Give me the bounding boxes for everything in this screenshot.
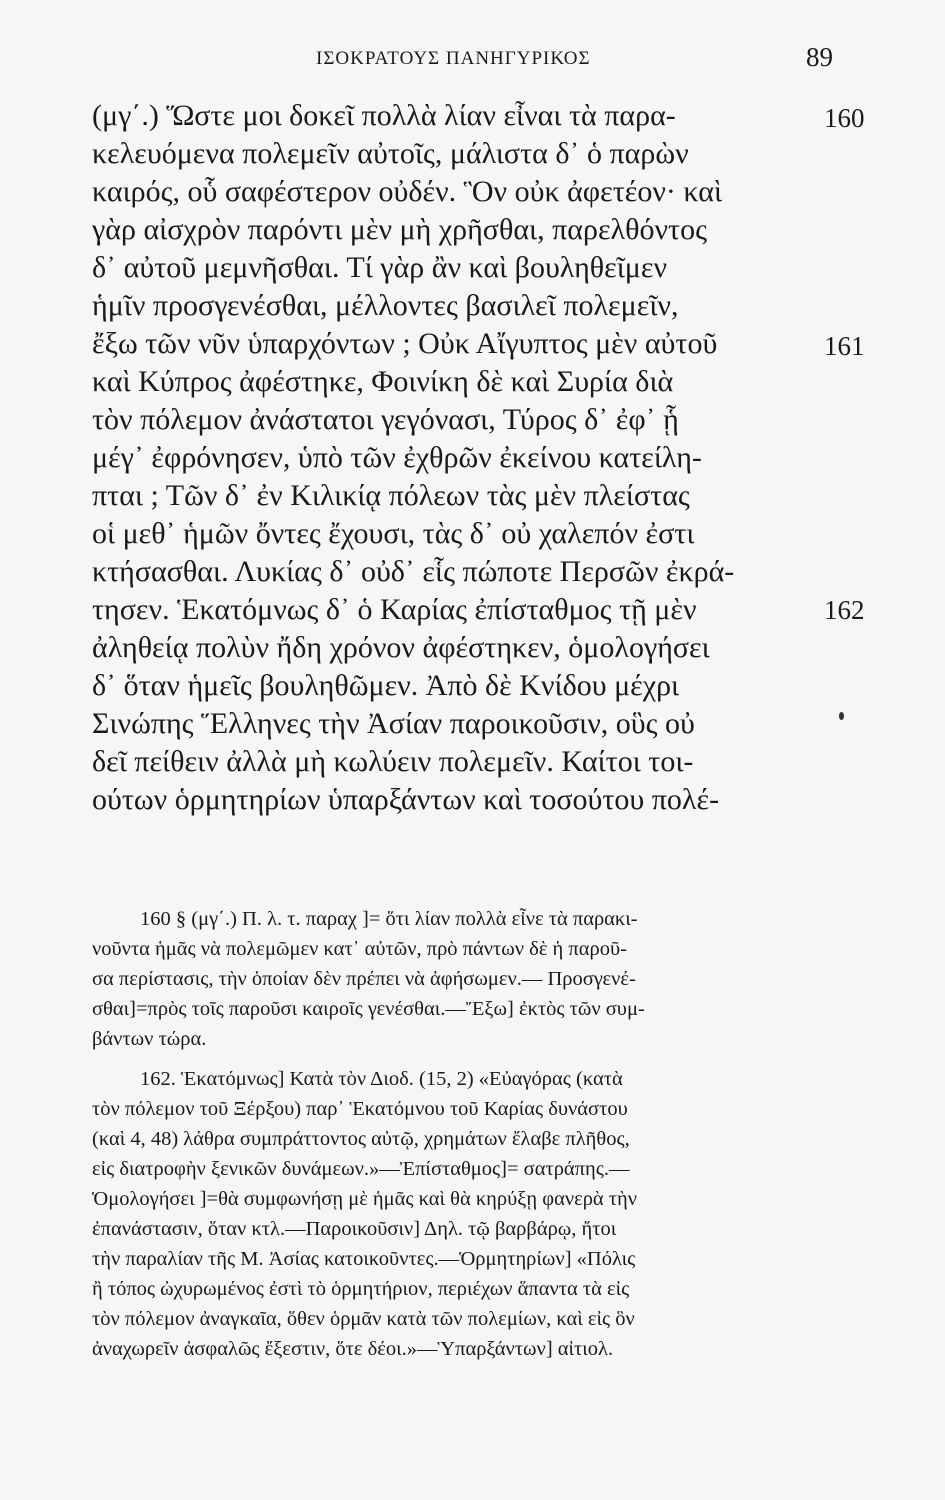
- text-line: τησεν. Ἑκατόμνως δ᾽ ὁ Καρίας ἐπίσταθμος τῇ μὲν: [92, 593, 697, 626]
- text-line: τὸν πόλεμον ἀνάστατοι γεγόνασι, Τύρος δ᾽ ἐφ᾽ ᾗ: [92, 403, 679, 436]
- text-line: μέγ᾽ ἐφρόνησεν, ὑπὸ τῶν ἐχθρῶν ἐκείνου κατείλη-: [92, 441, 702, 474]
- text-line: ούτων ὁρμητηρίων ὑπαρξάντων καὶ τοσούτου πολέ-: [92, 783, 720, 816]
- text-line: καὶ Κύπρος ἀφέστηκε, Φοινίκη δὲ καὶ Συρία διὰ: [92, 365, 674, 398]
- text-line: καιρός, οὗ σαφέστερον οὐδέν. Ὃν οὐκ ἀφετέον· καὶ: [92, 175, 723, 208]
- text-line: κτήσασθαι. Λυκίας δ᾽ οὐδ᾽ εἷς πώποτε Περσῶν ἐκρά-: [92, 555, 735, 588]
- text-line: ἡμῖν προσγενέσθαι, μέλλοντες βασιλεῖ πολεμεῖν,: [92, 289, 679, 322]
- text-line: οἱ μεθ᾽ ἡμῶν ὄντες ἔχουσι, τὰς δ᾽ οὐ χαλεπόν ἐστι: [92, 517, 695, 550]
- text-line: δ᾽ αὐτοῦ μεμνῆσθαι. Τί γὰρ ἂν καὶ βουληθεῖμεν: [92, 251, 668, 284]
- text-line: δ᾽ ὅταν ἡμεῖς βουληθῶμεν. Ἀπὸ δὲ Κνίδου μέχρι: [92, 669, 680, 702]
- text-line: ἀληθείᾳ πολὺν ἤδη χρόνον ἀφέστηκεν, ὁμολογήσει: [92, 631, 710, 664]
- text-line: πται ; Τῶν δ᾽ ἐν Κιλικίᾳ πόλεων τὰς μὲν πλείστας: [92, 479, 690, 512]
- text-line: ἔξω τῶν νῦν ὑπαρχόντων ; Οὐκ Αἴγυπτος μὲν αὐτοῦ: [92, 327, 718, 360]
- margin-dot-mark: [839, 712, 844, 720]
- note-line: βάντων τώρα.: [92, 1028, 207, 1050]
- page-number: 89: [806, 42, 833, 72]
- note-line: σθαι]=πρὸς τοῖς παροῦσι καιροῖς γενέσθαι.—Ἔξω] ἐκτὸς τῶν συμ-: [92, 998, 645, 1020]
- text-line: κελευόμενα πολεμεῖν αὐτοῖς, μάλιστα δ᾽ ὁ παρὼν: [92, 137, 689, 170]
- note-line: νοῦντα ἡμᾶς νὰ πολεμῶμεν κατ᾽ αὐτῶν, πρὸ πάντων δὲ ἡ παροῦ-: [92, 938, 627, 960]
- note-line: Ὁμολογήσει ]=θὰ συμφωνήσῃ μὲ ἡμᾶς καὶ θὰ κηρύξῃ φανερὰ τὴν: [92, 1188, 638, 1210]
- note-line: ἀναχωρεῖν ἀσφαλῶς ἔξεστιν, ὅτε δέοι.»—Ὑπαρξάντων] αἰτιολ.: [92, 1338, 614, 1360]
- page-header: [0, 42, 945, 82]
- note-line: σα περίστασις, τὴν ὁποίαν δὲν πρέπει νὰ ἀφήσωμεν.— Προσγενέ-: [92, 968, 636, 990]
- note-line: τὸν πόλεμον ἀναγκαῖα, ὅθεν ὁρμᾶν κατὰ τῶν πολεμίων, καὶ εἰς ὃν: [92, 1308, 635, 1330]
- note-line: τὴν παραλίαν τῆς Μ. Ἀσίας κατοικοῦντες.—Ὁρμητηρίων] «Πόλις: [92, 1248, 636, 1270]
- text-line: (μγ΄.) Ὥστε μοι δοκεῖ πολλὰ λίαν εἶναι τὰ παρα-: [92, 99, 676, 132]
- note-line: τὸν πόλεμον τοῦ Ξέρξου) παρ᾽ Ἑκατόμνου τοῦ Καρίας δυνάστου: [92, 1098, 628, 1120]
- text-line: γὰρ αἰσχρὸν παρόντι μὲν μὴ χρῆσθαι, παρελθόντος: [92, 213, 707, 246]
- note-line: 162. Ἑκατόμνως] Κατὰ τὸν Διοδ. (15, 2) «Εὐαγόρας (κατὰ: [140, 1068, 623, 1090]
- note-line: ἐπανάστασιν, ὅταν κτλ.—Παροικοῦσιν] Δηλ. τῷ βαρβάρῳ, ἤτοι: [92, 1218, 617, 1240]
- note-line: ἢ τόπος ὠχυρωμένος ἐστὶ τὸ ὁρμητήριον, περιέχων ἅπαντα τὰ εἰς: [92, 1278, 630, 1300]
- section-number-162: 162: [824, 595, 865, 625]
- note-line: (καὶ 4, 48) λάθρα συμπράττοντος αὐτῷ, χρημάτων ἔλαβε πλῆθος,: [92, 1128, 630, 1150]
- section-number-160: 160: [824, 103, 865, 133]
- section-number-161: 161: [824, 331, 865, 361]
- text-line: Σινώπης Ἕλληνες τὴν Ἀσίαν παροικοῦσιν, οὓς οὐ: [92, 707, 695, 740]
- running-title: ΙΣΟΚΡΑΤΟΥΣ ΠΑΝΗΓΥΡΙΚΟΣ: [316, 48, 591, 69]
- note-line: 160 § (μγ΄.) Π. λ. τ. παραχ ]= ὅτι λίαν πολλὰ εἶνε τὰ παρακι-: [140, 908, 638, 930]
- note-line: εἰς διατροφὴν ξενικῶν δυνάμεων.»—Ἐπίσταθμος]= σατράπης.—: [92, 1158, 630, 1180]
- text-line: δεῖ πείθειν ἀλλὰ μὴ κωλύειν πολεμεῖν. Καίτοι τοι-: [92, 745, 694, 778]
